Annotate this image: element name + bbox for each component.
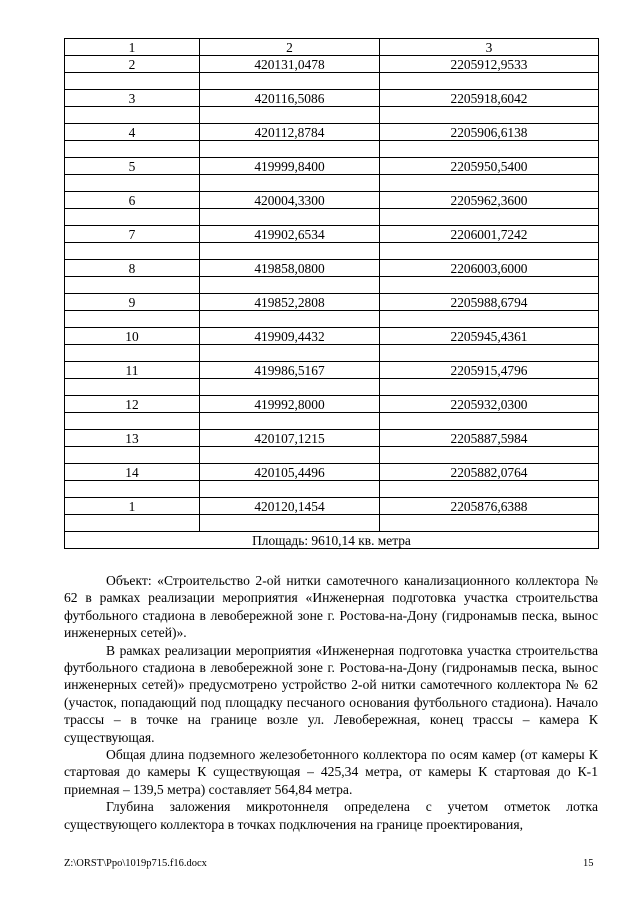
table-row [65,328,599,345]
empty-cell [200,311,380,328]
y-coordinate-cell: 2206003,6000 [380,260,599,277]
table-spacer-row [65,345,599,362]
point-number-cell: 11 [65,362,200,379]
x-coordinate-cell: 419999,8400 [200,158,380,175]
empty-cell [200,175,380,192]
empty-cell [200,481,380,498]
point-number-cell: 10 [65,328,200,345]
empty-cell [65,73,200,90]
table-row [65,192,599,209]
y-coordinate-cell: 2206001,7242 [380,226,599,243]
empty-cell [380,413,599,430]
empty-cell [65,141,200,158]
area-row [65,532,599,549]
header-cell-y: 3 [380,39,599,56]
x-coordinate-cell: 420131,0478 [200,56,380,73]
empty-cell [200,209,380,226]
empty-cell [65,209,200,226]
y-coordinate-cell: 2205988,6794 [380,294,599,311]
empty-cell [200,73,380,90]
paragraph-depth: Глубина заложения микротоннеля определена с учетом отметок лотка существующего коллектора в точках подключения на границе проектирования, [64,799,598,832]
empty-cell [65,379,200,396]
empty-cell [380,277,599,294]
table-spacer-row [65,311,599,328]
point-number-cell: 5 [65,158,200,175]
table-spacer-row [65,209,599,226]
table-spacer-row [65,447,599,464]
footer-file-path: Z:\ORST\Ppo\1019p715.f16.docx [64,858,207,869]
point-number-cell: 14 [65,464,200,481]
empty-cell [200,515,380,532]
y-coordinate-cell: 2205950,5400 [380,158,599,175]
y-coordinate-cell: 2205882,0764 [380,464,599,481]
empty-cell [380,243,599,260]
coordinates-table [64,38,599,549]
table-spacer-row [65,379,599,396]
point-number-cell: 1 [65,498,200,515]
page-number: 15 [583,858,594,869]
empty-cell [65,243,200,260]
table-spacer-row [65,413,599,430]
point-number-cell: 8 [65,260,200,277]
empty-cell [380,73,599,90]
y-coordinate-cell: 2205962,3600 [380,192,599,209]
header-cell-x: 2 [200,39,380,56]
table-spacer-row [65,243,599,260]
empty-cell [200,447,380,464]
empty-cell [200,379,380,396]
x-coordinate-cell: 419909,4432 [200,328,380,345]
table-spacer-row [65,141,599,158]
empty-cell [200,107,380,124]
empty-cell [380,515,599,532]
table-row [65,226,599,243]
y-coordinate-cell: 2205887,5984 [380,430,599,447]
table-row [65,260,599,277]
table-spacer-row [65,107,599,124]
empty-cell [65,175,200,192]
empty-cell [200,243,380,260]
table-spacer-row [65,73,599,90]
point-number-cell: 12 [65,396,200,413]
empty-cell [380,481,599,498]
point-number-cell: 4 [65,124,200,141]
empty-cell [65,311,200,328]
paragraph-object: Объект: «Строительство 2-ой нитки самотечного канализационного коллектора № 62 в рамках реализации мероприятия «Инженерная подготовка участка строительства футбольного стадиона в левобережной зоне г. Ростова-на-Дону (гидронамыв песка, вынос инженерных сетей)». [64,573,598,641]
y-coordinate-cell: 2205915,4796 [380,362,599,379]
point-number-cell: 7 [65,226,200,243]
table-row [65,464,599,481]
empty-cell [200,345,380,362]
empty-cell [380,209,599,226]
empty-cell [65,515,200,532]
area-cell: Площадь: 9610,14 кв. метра [65,532,599,549]
header-cell-point: 1 [65,39,200,56]
y-coordinate-cell: 2205876,6388 [380,498,599,515]
y-coordinate-cell: 2205918,6042 [380,90,599,107]
x-coordinate-cell: 419986,5167 [200,362,380,379]
empty-cell [380,447,599,464]
empty-cell [200,413,380,430]
x-coordinate-cell: 420116,5086 [200,90,380,107]
table-header-row [65,39,599,56]
table-row [65,158,599,175]
x-coordinate-cell: 419902,6534 [200,226,380,243]
table-row [65,430,599,447]
coordinates-table-body [65,39,599,549]
empty-cell [380,175,599,192]
empty-cell [65,107,200,124]
empty-cell [380,141,599,158]
point-number-cell: 2 [65,56,200,73]
table-spacer-row [65,175,599,192]
table-spacer-row [65,481,599,498]
empty-cell [200,141,380,158]
point-number-cell: 13 [65,430,200,447]
table-spacer-row [65,277,599,294]
table-row [65,396,599,413]
x-coordinate-cell: 420105,4496 [200,464,380,481]
table-spacer-row [65,515,599,532]
y-coordinate-cell: 2205932,0300 [380,396,599,413]
point-number-cell: 9 [65,294,200,311]
y-coordinate-cell: 2205912,9533 [380,56,599,73]
x-coordinate-cell: 419858,0800 [200,260,380,277]
empty-cell [65,481,200,498]
empty-cell [380,311,599,328]
y-coordinate-cell: 2205906,6138 [380,124,599,141]
table-row [65,124,599,141]
point-number-cell: 3 [65,90,200,107]
empty-cell [65,277,200,294]
empty-cell [65,447,200,464]
x-coordinate-cell: 420004,3300 [200,192,380,209]
table-row [65,498,599,515]
paragraph-scope: В рамках реализации мероприятия «Инженерная подготовка участка строительства футбольного стадиона в левобережной зоне г. Ростова-на-Дону (гидронамыв песка, вынос инженерных сетей)» предусмотрено устройство 2-ой нитки самотечного коллектора № 62 (участок, попадающий под площадку песчаного основания футбольного стадиона). Начало трассы – в точке на границе возле ул. Левобережная, конец трассы – камера К существующая. [64,642,598,745]
empty-cell [65,345,200,362]
table-row [65,56,599,73]
table-row [65,362,599,379]
x-coordinate-cell: 420112,8784 [200,124,380,141]
empty-cell [380,345,599,362]
paragraph-length: Общая длина подземного железобетонного коллектора по осям камер (от камеры К стартовая до камеры К существующая – 425,34 метра, от камеры К стартовая до К-1 приемная – 139,5 метра) составляет 564,84 метра. [64,747,598,797]
point-number-cell: 6 [65,192,200,209]
x-coordinate-cell: 420120,1454 [200,498,380,515]
empty-cell [380,107,599,124]
body-text [64,572,598,833]
x-coordinate-cell: 420107,1215 [200,430,380,447]
table-row [65,294,599,311]
x-coordinate-cell: 419852,2808 [200,294,380,311]
x-coordinate-cell: 419992,8000 [200,396,380,413]
empty-cell [380,379,599,396]
y-coordinate-cell: 2205945,4361 [380,328,599,345]
empty-cell [200,277,380,294]
empty-cell [65,413,200,430]
table-row [65,90,599,107]
